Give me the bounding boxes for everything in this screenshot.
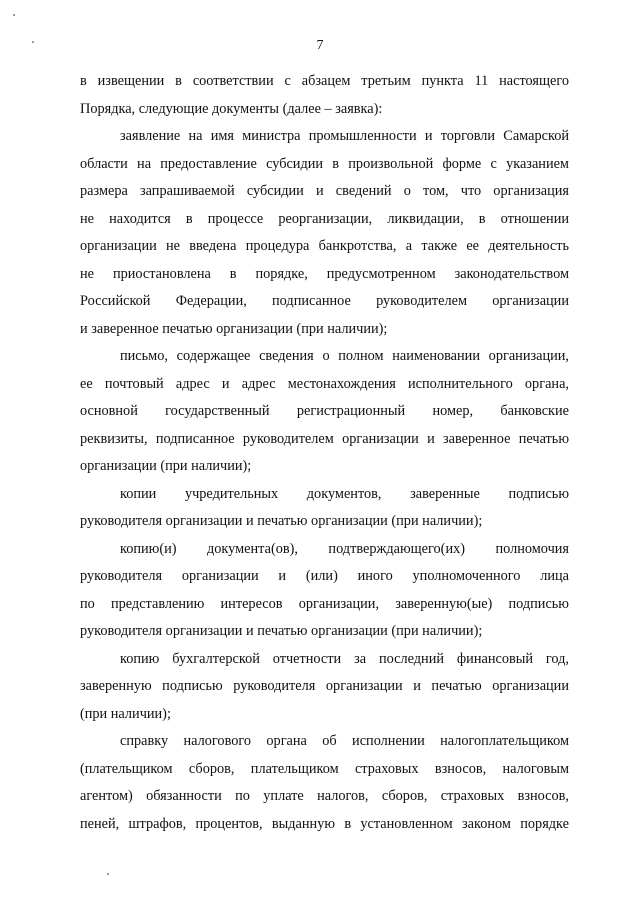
text-line: в извещении в соответствии с абзацем третьим пункта 11 настоящего [80,73,569,89]
text-line: заверенную подписью руководителя организации и печатью организации [80,678,569,694]
text-line: ее почтовый адрес и адрес местонахождения исполнительного органа, [80,375,569,392]
text-line: (плательщиком сборов, плательщиком страховых взносов, налоговым [80,760,569,777]
text-line: (при наличии); [80,705,171,722]
text-line: справку налогового органа об исполнении налогоплательщиком [120,733,569,749]
text-line: Порядка, следующие документы (далее – заявка): [80,100,383,117]
text-line: руководителя организации и (или) иного уполномоченного лица [80,568,569,584]
text-line: не находится в процессе реорганизации, ликвидации, в отношении [80,210,569,227]
text-line: и заверенное печатью организации (при наличии); [80,320,388,337]
paragraph-authority-documents [80,536,569,646]
paragraph-accounting-report [80,646,569,729]
text-line: пеней, штрафов, процентов, выданную в установленном законом порядке [80,815,569,832]
text-line: организации (при наличии); [80,458,252,474]
paragraph-founding-documents [80,481,569,536]
scan-speck [107,873,109,875]
text-line: копии учредительных документов, заверенные подписью [120,485,569,502]
document-body [80,68,569,838]
page-number: 7 [316,38,324,53]
paragraph-application-statement [80,123,569,343]
text-line: агентом) обязанности по уплате налогов, сборов, страховых взносов, [80,788,569,804]
paragraph-tax-certificate [80,728,569,838]
paragraph-continuation [80,68,569,123]
text-line: заявление на имя министра промышленности и торговли Самарской [120,128,569,144]
text-line: организации не введена процедура банкротства, а также ее деятельность [80,238,569,254]
text-line: по представлению интересов организации, заверенную(ые) подписью [80,595,569,612]
scan-speck [32,41,34,43]
scan-speck [13,14,15,16]
text-line: основной государственный регистрационный номер, банковские [80,403,569,419]
text-line: копию бухгалтерской отчетности за последний финансовый год, [120,650,569,667]
text-line: Российской Федерации, подписанное руководителем организации [80,293,569,309]
text-line: не приостановлена в порядке, предусмотренном законодательством [80,265,569,282]
text-line: области на предоставление субсидии в произвольной форме с указанием [80,155,569,172]
text-line: размера запрашиваемой субсидии и сведений о том, что организация [80,183,569,199]
text-line: руководителя организации и печатью организации (при наличии); [80,513,483,529]
paragraph-letter [80,343,569,481]
text-line: письмо, содержащее сведения о полном наименовании организации, [120,348,569,364]
text-line: руководителя организации и печатью организации (при наличии); [80,623,483,639]
text-line: копию(и) документа(ов), подтверждающего(их) полномочия [120,540,569,557]
text-line: реквизиты, подписанное руководителем организации и заверенное печатью [80,430,569,447]
